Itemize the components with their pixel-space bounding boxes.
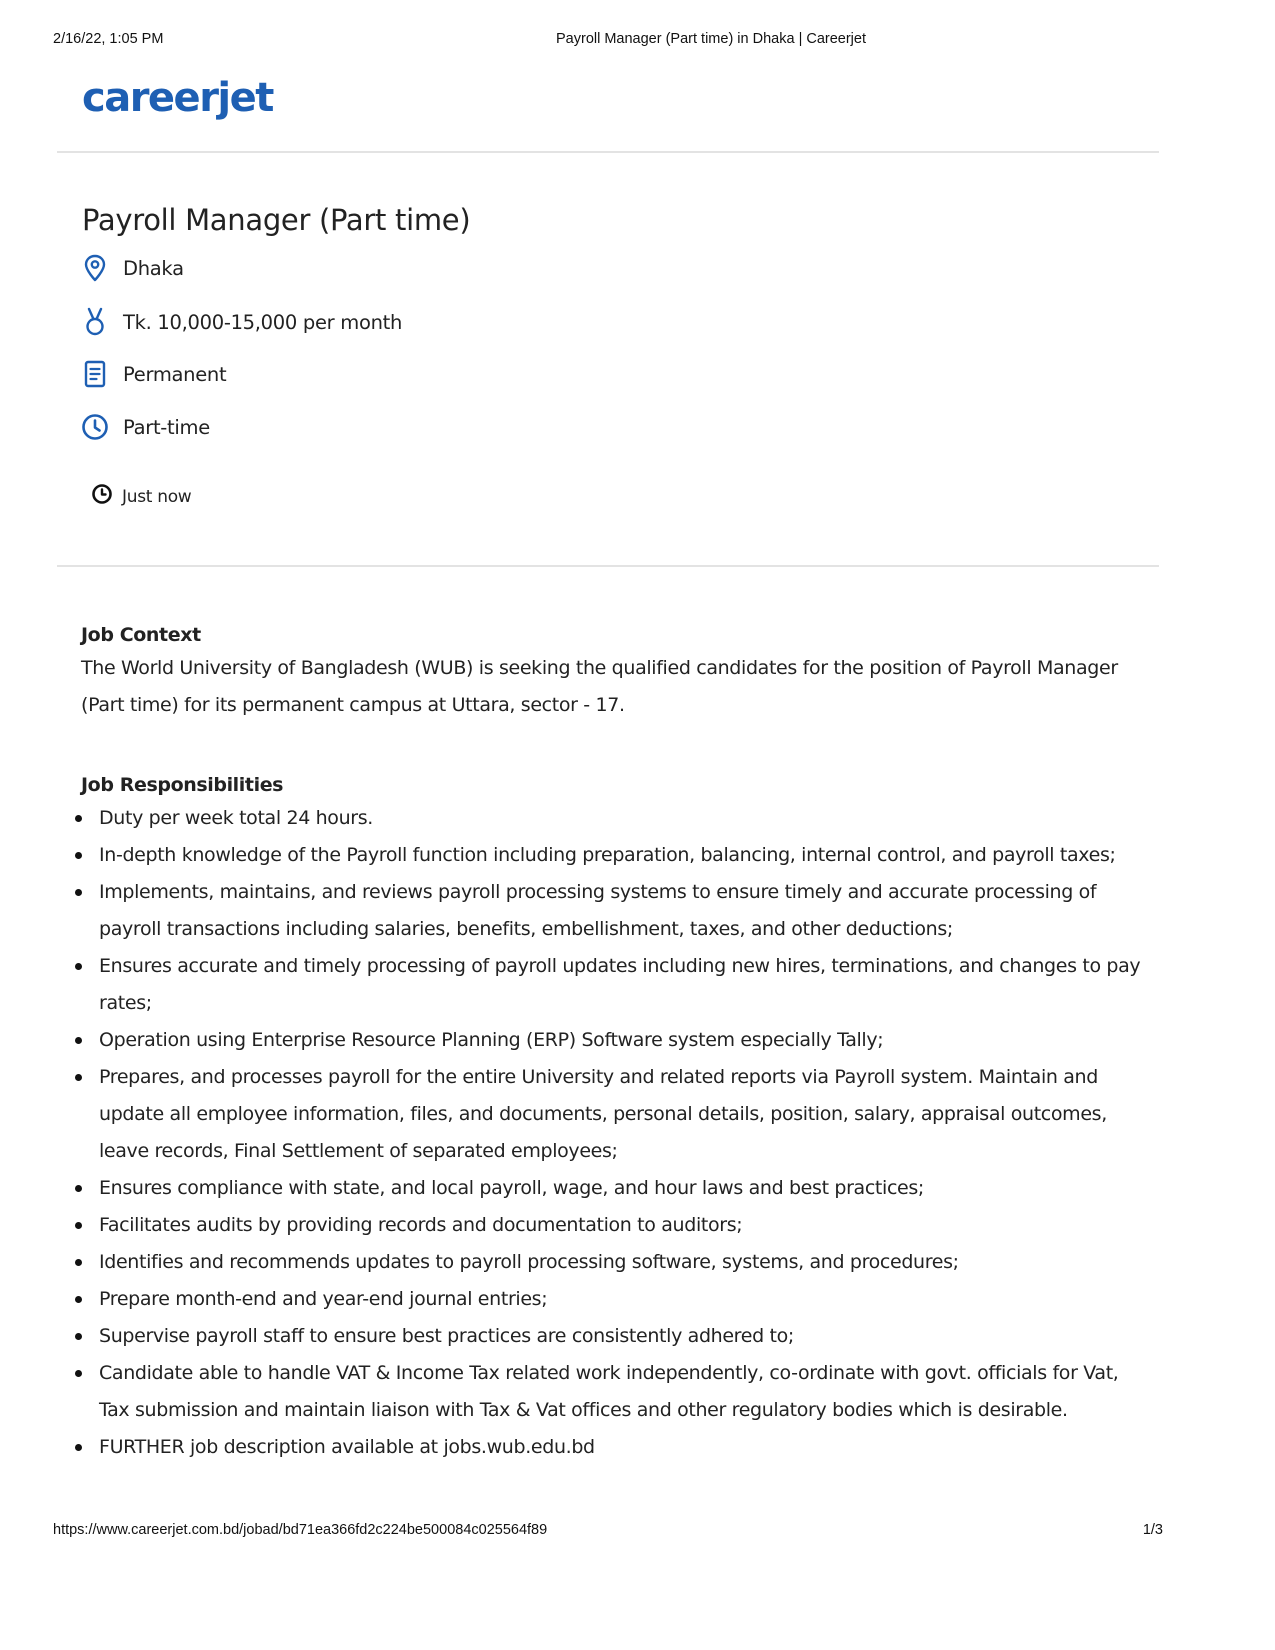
job-description xyxy=(81,620,1151,1466)
list-item: Prepare month-end and year-end journal entries; xyxy=(81,1281,1151,1318)
list-item: Supervise payroll staff to ensure best practices are consistently adhered to; xyxy=(81,1318,1151,1355)
job-hours xyxy=(81,411,210,443)
location-pin-icon xyxy=(81,253,109,283)
list-item: Duty per week total 24 hours. xyxy=(81,800,1151,837)
responsibilities-list xyxy=(81,800,1151,1466)
content-divider xyxy=(57,565,1159,567)
list-item: Ensures accurate and timely processing of payroll updates including new hires, terminations, and changes to pay rates; xyxy=(81,948,1151,1022)
list-item: Candidate able to handle VAT & Income Tax related work independently, co-ordinate with govt. officials for Vat, Tax submission and maintain liaison with Tax & Vat offices and other regulatory bodies which is desirable. xyxy=(81,1355,1151,1429)
job-location xyxy=(81,252,184,284)
list-item: FURTHER job description available at jobs.wub.edu.bd xyxy=(81,1429,1151,1466)
clock-small-icon xyxy=(91,483,113,510)
job-contract-label: Permanent xyxy=(123,362,227,386)
job-salary-label: Tk. 10,000-15,000 per month xyxy=(123,310,403,334)
job-responsibilities-heading: Job Responsibilities xyxy=(81,774,284,796)
print-header xyxy=(53,31,1223,51)
header-divider xyxy=(57,151,1159,153)
list-item: Ensures compliance with state, and local payroll, wage, and hour laws and best practices; xyxy=(81,1170,1151,1207)
print-page-title: Payroll Manager (Part time) in Dhaka | Careerjet xyxy=(556,31,866,47)
posted-date xyxy=(91,483,191,510)
job-context-section xyxy=(81,620,1151,730)
list-item: Facilitates audits by providing records and documentation to auditors; xyxy=(81,1207,1151,1244)
job-contract-type xyxy=(81,358,226,390)
list-item: Prepares, and processes payroll for the entire University and related reports via Payroll system. Maintain and update all employee information, files, and documents, personal details, position, salary, appraisal outcomes, leave records, Final Settlement of separated employees; xyxy=(81,1059,1151,1170)
list-item: In-depth knowledge of the Payroll function including preparation, balancing, internal control, and payroll taxes; xyxy=(81,837,1151,874)
print-date: 2/16/22, 1:05 PM xyxy=(53,31,164,47)
job-title: Payroll Manager (Part time) xyxy=(82,203,471,237)
list-item: Implements, maintains, and reviews payroll processing systems to ensure timely and accurate processing of payroll transactions including salaries, benefits, embellishment, taxes, and other deductions; xyxy=(81,874,1151,948)
document-icon xyxy=(81,359,109,389)
print-url: https://www.careerjet.com.bd/jobad/bd71ea366fd2c224be500084c025564f89 xyxy=(53,1522,548,1538)
careerjet-logo[interactable]: careerjet xyxy=(82,75,273,121)
clock-icon xyxy=(81,412,109,442)
list-item: Identifies and recommends updates to payroll processing software, systems, and procedures; xyxy=(81,1244,1151,1281)
job-salary xyxy=(81,306,402,338)
job-hours-label: Part-time xyxy=(123,415,210,439)
medal-icon xyxy=(81,307,109,337)
job-location-label: Dhaka xyxy=(123,256,184,280)
job-context-text: The World University of Bangladesh (WUB) is seeking the qualified candidates for the position of Payroll Manager (Part time) for its permanent campus at Uttara, sector - 17. xyxy=(81,657,1118,716)
job-context-heading: Job Context xyxy=(81,624,201,646)
posted-date-label: Just now xyxy=(122,486,192,507)
page-number: 1/3 xyxy=(1142,1522,1163,1538)
list-item: Operation using Enterprise Resource Planning (ERP) Software system especially Tally; xyxy=(81,1022,1151,1059)
